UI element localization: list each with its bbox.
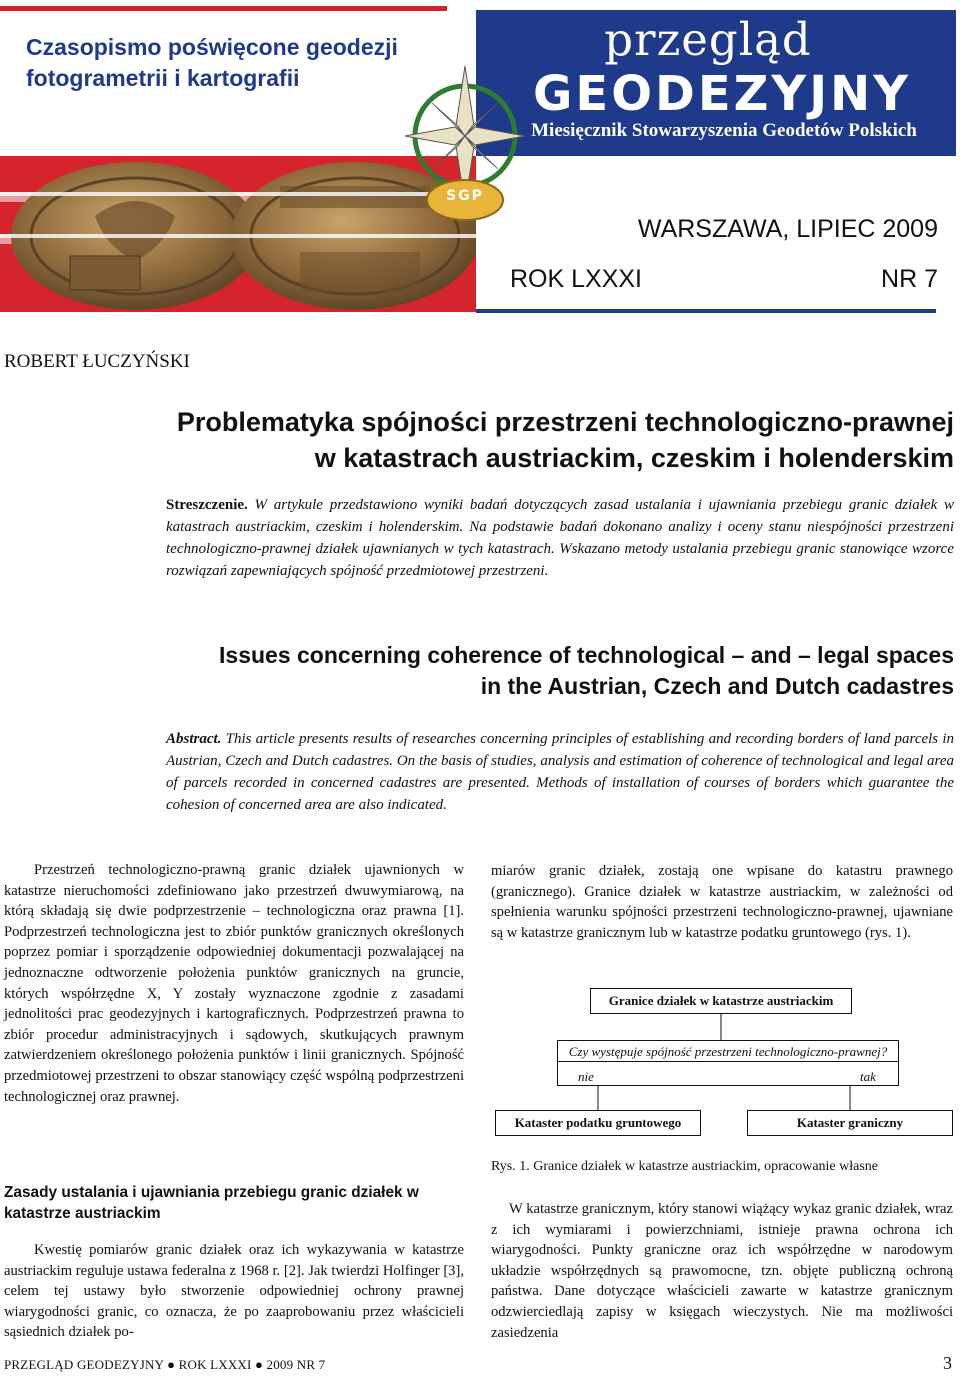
flowchart-left-box: Kataster podatku gruntowego (495, 1110, 701, 1136)
figure-flowchart (491, 984, 953, 1140)
page-number: 3 (943, 1353, 952, 1373)
journal-subtitle: Miesięcznik Stowarzyszenia Geodetów Polskich (531, 120, 917, 141)
body-paragraph-3: W katastrze granicznym, który stanowi wiążący wykaz granic działek, wraz z ich wymiarami i powierzchniami, istnieje prawna ochrona ich wiarygodności. Punkty graniczne oraz ich współrzędne w narodowym układzie współrzędnych są prawomocne, tzn. objęte publiczną ochroną państwa. Dane dotyczące właścicieli zawarte w katastrze granicznym odzwierciedlają zapisy w księgach wieczystych. Nie ma możliwości zasiedzenia (491, 1201, 953, 1341)
abstract-en-text: This article presents results of researches concerning principles of establishing and recording borders of land parcels in Austrian, Czech and Dutch cadastres. On the basis of studies, analysis and estimation of coherence of technological and legal area of parcels recorded in concerned cadastres are presented. Methods of installation of courses of borders which guarantee the cohesion of concerned area are also indicated. (166, 731, 954, 813)
body-paragraph-1: Przestrzeń technologiczno-prawną granic działek ujawnionych w katastrze nieruchomości zdefiniowano jako przestrzeń dwuwymiarową, na którą składają się dwie podprzestrzenie – technologiczna oraz prawna [1]. Podprzestrzeń technologiczna jest to zbiór punktów granicznych określonych poprzez pomiar i sporządzenie odpowiedniej dokumentacji pozwalającej na jednoznaczne odtworzenie położenia punktów granicznych na gruncie, których współrzędne X, Y zostały wyznaczone zgodnie z zasadami jednolitości prac geodezyjnych i kartograficznych. Podprzestrzeń prawna to zbiór procedur administracyjnych i sądowych, skutkujących prawnym zatwierdzeniem określonego położenia punktów i linii granicznych. Spójność przedmiotowej przestrzeni to obszar stanowiący część wspólną podprzestrzeni technologicznej oraz prawnej. (4, 862, 464, 1105)
article-title-en-line-1: Issues concerning coherence of technological – and – legal spaces (219, 642, 954, 668)
flowchart-question-box (557, 1040, 899, 1086)
article-title-en-line-2: in the Austrian, Czech and Dutch cadastres (480, 673, 954, 699)
journal-tagline (26, 32, 446, 94)
body-paragraph-2-text: Kwestię pomiarów granic działek oraz ich wykazywania w katastrze austriackim reguluje ustawa federalna z 1968 r. [2]. Jak twierdzi Holfinger [3], celem tej ustawy było stworzenie odpowiedniej ochrony prawnej wiarygodności granic, co oznacza, że po zaaprobowaniu przez właścicieli sąsiednich działek po- (4, 1242, 464, 1341)
running-footer: PRZEGLĄD GEODEZYJNY ● ROK LXXXI ● 2009 NR 7 (4, 1357, 326, 1372)
author-name: ROBERT ŁUCZYŃSKI (4, 351, 190, 372)
section-heading: Zasady ustalania i ujawniania przebiegu granic działek w katastrze austriackim (4, 1184, 419, 1222)
abstract-pl (166, 494, 954, 582)
abstract-en-label: Abstract. (166, 731, 222, 747)
article-title-pl-line-2: w katastrach austriackim, czeskim i holenderskim (314, 443, 954, 473)
journal-name-bottom: GEODEZYJNY (533, 66, 911, 122)
abstract-pl-label: Streszczenie. (166, 497, 248, 513)
abstract-en (166, 728, 954, 816)
flowchart-right-box: Kataster graniczny (747, 1110, 953, 1136)
volume-number: ROK LXXXI (510, 265, 642, 293)
flowchart-top-box: Granice działek w katastrze austriackim (590, 988, 852, 1014)
article-title-pl (100, 404, 954, 476)
sgp-logo-text: SGP (446, 188, 484, 204)
flowchart-no-label: nie (578, 1069, 594, 1084)
tagline-line-1: Czasopismo poświęcone geodezji (26, 34, 398, 60)
article-title-pl-line-1: Problematyka spójności przestrzeni technologiczno-prawnej (176, 407, 954, 437)
flowchart-question-divider (558, 1061, 898, 1062)
header-blue-rule (476, 309, 936, 313)
issue-number: NR 7 (881, 265, 938, 293)
flowchart-yes-label: tak (860, 1069, 876, 1084)
sgp-compass-logo (402, 60, 528, 250)
body-paragraph-2 (4, 1240, 464, 1343)
place-date: WARSZAWA, LIPIEC 2009 (637, 215, 938, 243)
body-paragraph-2-continued: miarów granic działek, zostają one wpisane do katastru prawnego (granicznego). Granice działek w katastrze austriackim, w zależności od spełnienia warunku spójności przestrzeni technologiczno-prawnej, ujawniane są w katastrze granicznym lub w katastrze podatku gruntowego (rys. 1). (491, 863, 953, 941)
header-red-line (0, 6, 447, 11)
abstract-pl-text: W artykule przedstawiono wyniki badań dotyczących zasad ustalania i ujawniania przebiegu granic działek w katastrach austriackim, czeskim i holenderskim. Na podstawie badań dokonano analizy i oceny stanu niespójności przestrzeni technologiczno-prawnej działek ujawnianych w tych katastrach. Wskazano metody ustalania przebiegu granic stanowiące wzorce rozwiązań zapewniających spójność przedmiotowej przestrzeni. (166, 497, 954, 579)
flowchart-question: Czy występuje spójność przestrzeni technologiczno-prawnej? (568, 1044, 888, 1059)
tagline-line-2: fotogrametrii i kartografii (26, 65, 300, 91)
journal-name-top: przegląd (604, 13, 812, 66)
figure-caption: Rys. 1. Granice działek w katastrze austriackim, opracowanie własne (491, 1159, 879, 1174)
article-title-en (100, 640, 954, 702)
